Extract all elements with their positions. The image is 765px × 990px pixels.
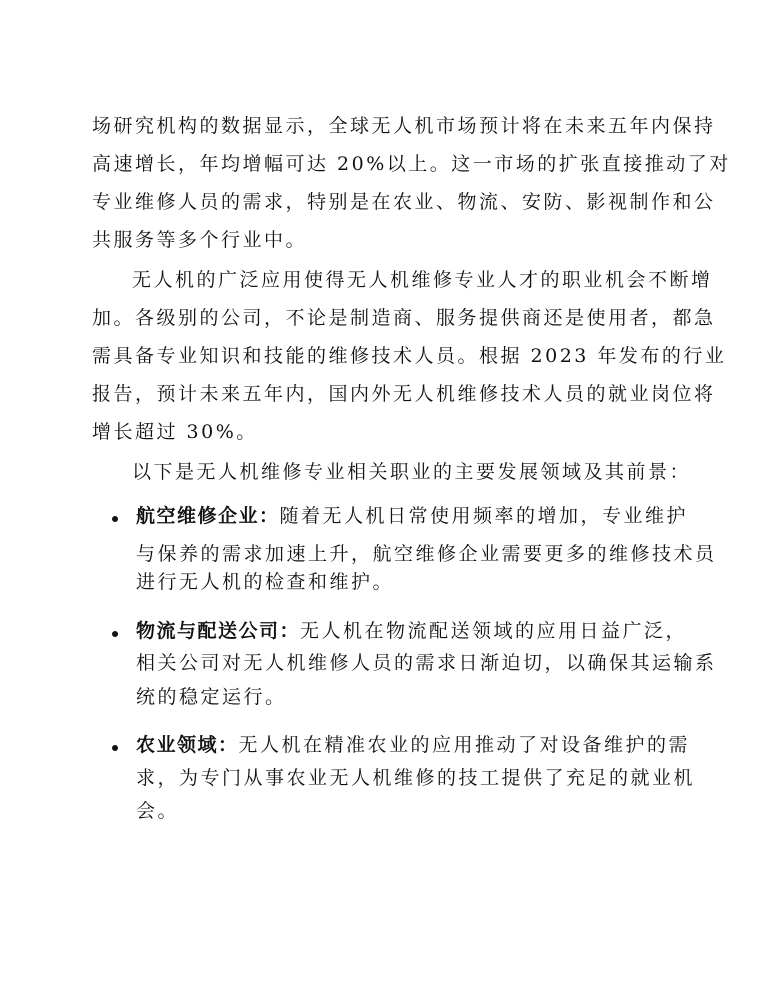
bullet-3-first-text: 无人机在精准农业的应用推动了对设备维护的需	[238, 734, 691, 756]
paragraph-1-line-3: 专业维修人员的需求，特别是在农业、物流、安防、影视制作和公	[92, 191, 716, 213]
bullet-1-line-3: 进行无人机的检查和维护。	[136, 571, 395, 593]
bullet-2-first-text: 无人机在物流配送领域的应用日益广泛，	[300, 620, 688, 642]
paragraph-1-line-4: 共服务等多个行业中。	[92, 229, 308, 251]
paragraph-3-line-1: 以下是无人机维修专业相关职业的主要发展领域及其前景：	[132, 461, 692, 483]
paragraph-2-line-1: 无人机的广泛应用使得无人机维修专业人才的职业机会不断增	[132, 269, 713, 291]
paragraph-1-line-2: 高速增长，年均增幅可达 20%以上。这一市场的扩张直接推动了对	[92, 153, 731, 175]
bullet-3-title: 农业领域：	[136, 734, 239, 756]
paragraph-2-line-4: 报告，预计未来五年内，国内外无人机维修技术人员的就业岗位将	[92, 383, 716, 405]
bullet-3-line-2: 求，为专门从事农业无人机维修的技工提供了充足的就业机	[136, 767, 696, 789]
bullet-2-title: 物流与配送公司：	[136, 620, 301, 642]
paragraph-1-line-1: 场研究机构的数据显示，全球无人机市场预计将在未来五年内保持	[92, 115, 716, 137]
bullet-2-line-3: 统的稳定运行。	[136, 686, 287, 708]
bullet-3-line-1	[136, 733, 690, 757]
bullet-2-line-1	[136, 619, 687, 643]
bullet-1-dot	[112, 516, 118, 522]
bullet-1-line-1	[136, 504, 688, 528]
bullet-1-first-text: 随着无人机日常使用频率的增加，专业维护	[279, 505, 689, 527]
bullet-3-line-3: 会。	[136, 800, 180, 822]
paragraph-2-line-3: 需具备专业知识和技能的维修技术人员。根据 2023 年发布的行业	[92, 345, 727, 367]
bullet-1-line-2: 与保养的需求加速上升，航空维修企业需要更多的维修技术员	[136, 543, 717, 565]
paragraph-2-line-5: 增长超过 30%。	[92, 421, 258, 443]
bullet-2-dot	[112, 631, 118, 637]
paragraph-2-line-2: 加。各级别的公司，不论是制造商、服务提供商还是使用者，都急	[92, 307, 716, 329]
bullet-2-line-2: 相关公司对无人机维修人员的需求日渐迫切，以确保其运输系	[136, 652, 717, 674]
bullet-3-dot	[112, 745, 118, 751]
bullet-1-title: 航空维修企业：	[136, 505, 280, 527]
